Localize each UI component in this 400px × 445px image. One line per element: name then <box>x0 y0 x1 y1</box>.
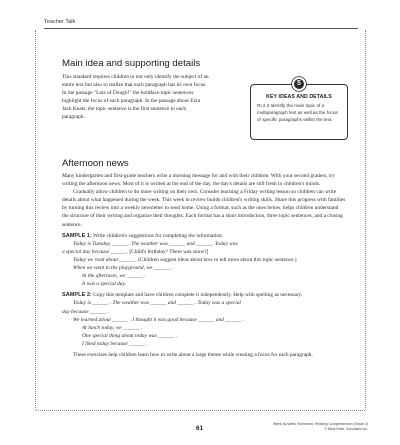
page-content <box>62 58 346 359</box>
sample1-line5: In the afternoon, we ______ . <box>82 273 146 280</box>
page-number: 61 <box>196 425 204 432</box>
key-ideas-text: RI.2.2 Identify the main topic of a multiparagraph text as well as the focus of specific paragraphs within the text. <box>257 103 338 122</box>
footer-line1: Week-by-Week Homework: Reading Comprehension (Grade 2) <box>272 422 368 426</box>
afternoon-news-para1: Many kindergarten and first-grade teachers write a morning message for and with their children. With your second graders, try writing the afternoon news. Most of it is written at the end of the day, the day's details are still fresh in children's minds. <box>62 173 335 188</box>
sample2-line3: We learned about ______ . I thought it was good because ______ and ______ . <box>73 316 245 323</box>
sample1-line3-note: (Children suggest ideas about how to tell more about this topic sentence.) <box>138 256 297 263</box>
sample1-line2 <box>62 248 346 256</box>
key-ideas-box <box>250 80 348 140</box>
sample2-instruction-text: Copy this template and have children complete it independently. Help with spelling as necessary. <box>93 292 303 299</box>
afternoon-news-para2: Gradually allow children to do more writing on their own. Consider teaching a Friday writing lesson so children can write details about what happened during the week. This week in review builds children's writing skills. Share this progress with families by turning this review into a weekly newsletter to send home. Using a format, such as the ones below, helps children understand the structure of their writing and organize their thoughts. Each format has a short introduction, three topic sentences, and a closing sentence. <box>62 189 346 228</box>
footer-line2: © Mary Rose, Scholastic Inc. <box>324 426 368 431</box>
sample1-label: SAMPLE 1: <box>62 232 92 239</box>
sample1-line2-fill: a special day because ______. <box>62 248 129 255</box>
afternoon-news-heading: Afternoon news <box>62 158 129 169</box>
key-ideas-title: KEY IDEAS AND DETAILS <box>266 94 332 100</box>
sample1-instruction <box>62 232 346 240</box>
sample1-line1: Today is Tuesday, ______. The weather was ______ and ______. Today was <box>73 240 238 247</box>
sample1-line6: It was a special day. <box>82 281 126 288</box>
sample2-line1: Today is ______ . The weather was ______ and ______ . Today was a special <box>73 300 241 307</box>
section-label: Teacher Talk <box>44 19 76 25</box>
dotted-border-left <box>35 30 36 410</box>
intro-section <box>62 73 346 152</box>
header-rule <box>44 28 358 29</box>
sample2-line2: day because ______ . <box>62 308 109 315</box>
sample1-line3-fill: Today we read about ______. <box>73 256 137 263</box>
main-idea-intro: This standard requires children to not only identify the subject of an entire text but also to realize that each paragraph has its own focus. In the passage "Lots of Dough!" the boldface topic sentences highlight the focus of each paragraph. In the passage about Ezra Jack Keats, the topic sentence is the first sentence in each paragraph. <box>62 74 209 121</box>
sample1-line2-note: [Child's birthday? There was snow?] <box>129 248 209 255</box>
sample2-line5: One special thing about today was ______ . <box>82 332 177 339</box>
sample1-line4: When we went to the playground, we ______ . <box>73 265 173 272</box>
dotted-border-bottom <box>36 410 365 411</box>
sample2-line6: I liked today because ______ . <box>82 340 148 347</box>
sample2-instruction <box>62 291 346 299</box>
sample1-instruction-text: Write children's suggestions for completing the information. <box>93 232 224 239</box>
sample2-label: SAMPLE 2: <box>62 292 92 299</box>
sample2-line4: At lunch today, we ______ . <box>82 324 143 331</box>
standard-seal-icon: 5 <box>292 77 306 91</box>
footer-credit <box>272 422 368 431</box>
main-idea-heading: Main idea and supporting details <box>62 58 201 69</box>
dotted-border-right <box>365 30 366 410</box>
sample1-line3 <box>62 256 346 264</box>
closing-paragraph: These exercises help children learn how to write about a large theme while creating a focus for each paragraph. <box>73 351 313 358</box>
